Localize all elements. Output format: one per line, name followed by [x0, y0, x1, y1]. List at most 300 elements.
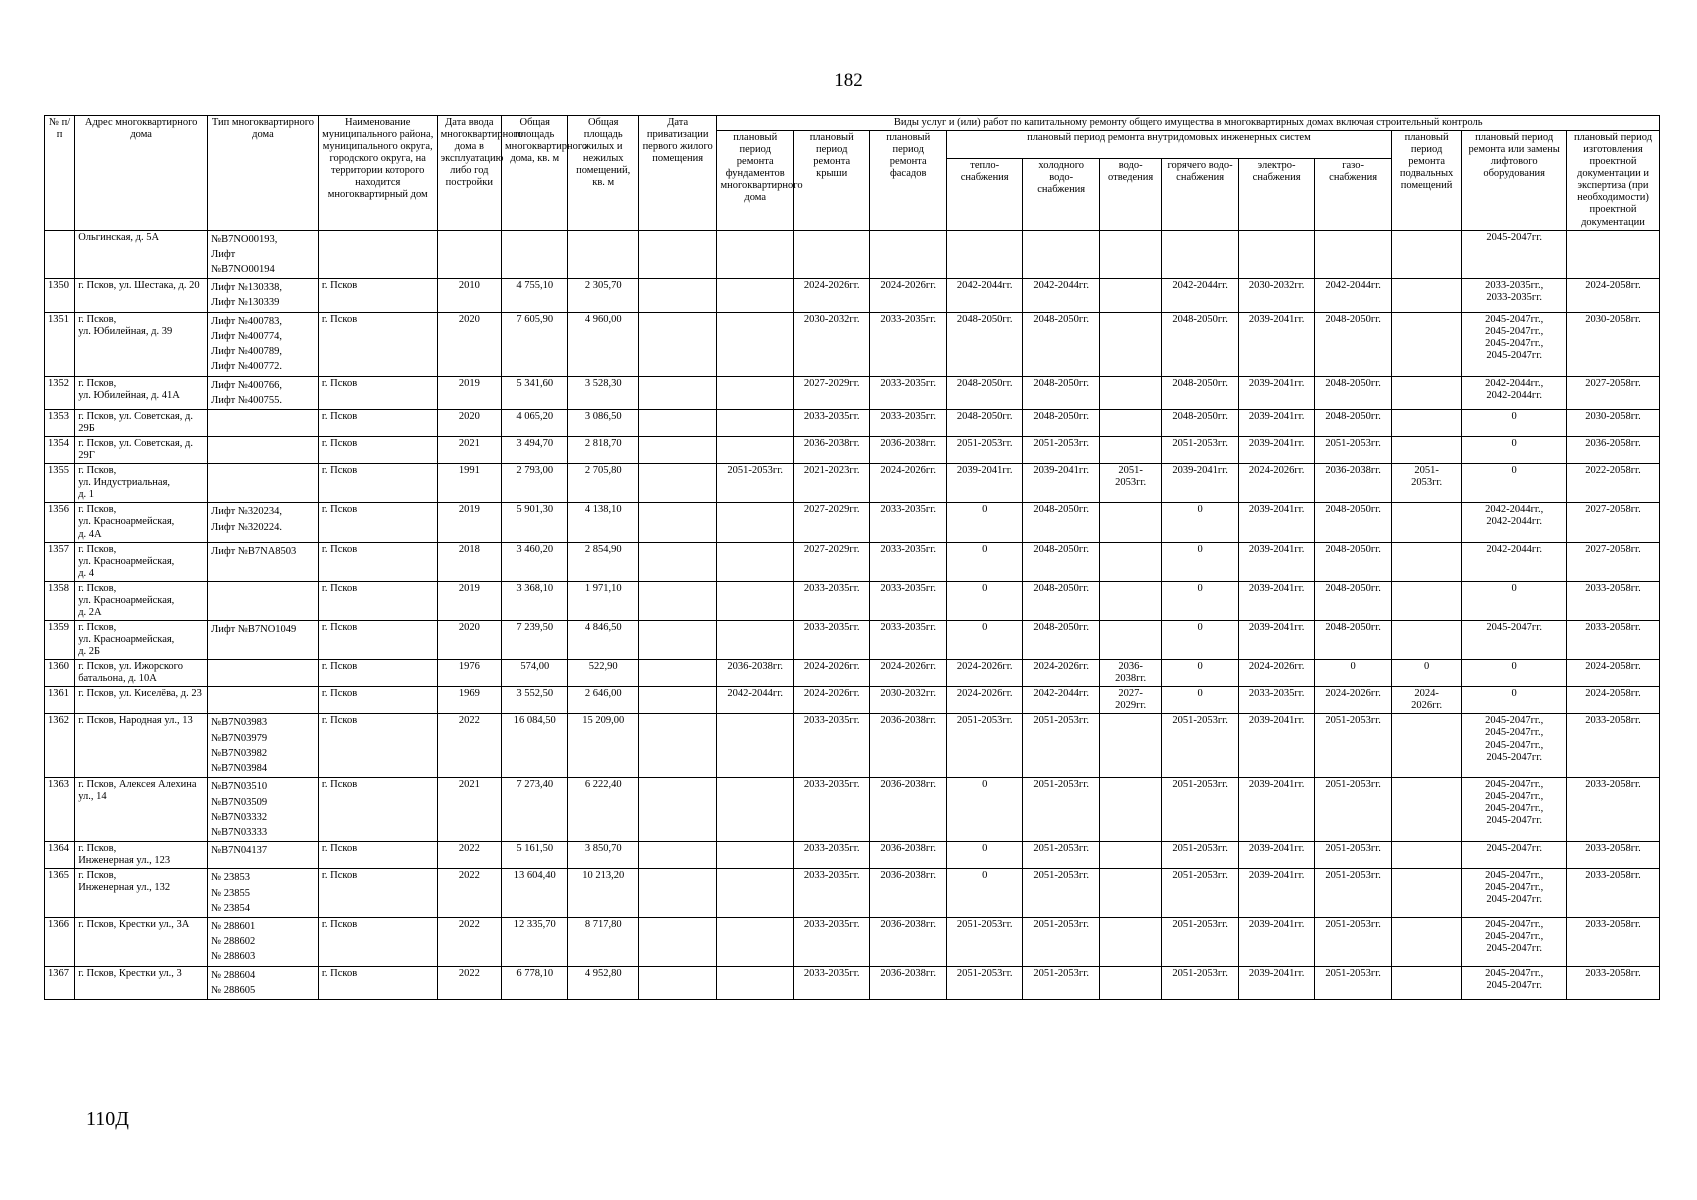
cell-living-area: 4 846,50 — [568, 620, 638, 659]
table-row — [45, 660, 1660, 687]
cell-electric — [1238, 230, 1315, 279]
cell-living-area: 522,90 — [568, 660, 638, 687]
cell-house-type: №B7N03983 №B7N03979 №B7N03982 №B7N03984 — [208, 714, 319, 778]
cell-address: г. Псков, Алексея Алехина ул., 14 — [75, 778, 208, 842]
cell-address: г. Псков, ул. Ижорского батальона, д. 10А — [75, 660, 208, 687]
cell-heat: 0 — [946, 542, 1023, 581]
cell-num: 1351 — [45, 312, 75, 376]
cell-heat: 2039-2041гг. — [946, 464, 1023, 503]
cell-cold-water: 2048-2050гг. — [1023, 376, 1100, 409]
cell-hot-water: 2051-2053гг. — [1162, 714, 1239, 778]
cell-house-type: Лифт №400783, Лифт №400774, Лифт №400789, Лифт №400772. — [208, 312, 319, 376]
cell-house-type: № 288604 № 288605 — [208, 966, 319, 999]
cell-gas: 2048-2050гг. — [1315, 581, 1392, 620]
cell-heat: 2051-2053гг. — [946, 714, 1023, 778]
cell-gas: 2051-2053гг. — [1315, 842, 1392, 869]
cell-year: 1969 — [437, 687, 501, 714]
table-body — [45, 230, 1660, 999]
cell-gas: 2048-2050гг. — [1315, 542, 1392, 581]
cell-house-type: № 23853 № 23855 № 23854 — [208, 869, 319, 918]
cell-elevator: 0 — [1462, 581, 1567, 620]
cell-municipality: г. Псков — [318, 542, 437, 581]
cell-total-area: 5 161,50 — [502, 842, 568, 869]
cell-hot-water: 0 — [1162, 542, 1239, 581]
cell-municipality: г. Псков — [318, 620, 437, 659]
cell-year: 2019 — [437, 581, 501, 620]
cell-design-docs: 2024-2058гг. — [1567, 660, 1660, 687]
header-foundation: плановый период ремонта фундаментов многоквартирного дома — [717, 131, 794, 231]
cell-foundation: 2051-2053гг. — [717, 464, 794, 503]
cell-privatization — [638, 409, 717, 436]
header-address: Адрес многоквартирного дома — [75, 116, 208, 231]
cell-basement — [1391, 279, 1461, 312]
cell-house-type: Лифт №B7NA8503 — [208, 542, 319, 581]
cell-num: 1360 — [45, 660, 75, 687]
cell-roof: 2021-2023гг. — [793, 464, 870, 503]
cell-address: г. Псков, ул. Красноармейская, д. 4 — [75, 542, 208, 581]
cell-address: г. Псков, ул. Советская, д. 29Г — [75, 437, 208, 464]
cell-drainage: 2036- 2038гг. — [1099, 660, 1161, 687]
cell-heat: 2048-2050гг. — [946, 312, 1023, 376]
cell-roof: 2033-2035гг. — [793, 714, 870, 778]
cell-basement — [1391, 312, 1461, 376]
header-type: Тип многоквартирного дома — [208, 116, 319, 231]
cell-electric: 2039-2041гг. — [1238, 542, 1315, 581]
cell-drainage — [1099, 542, 1161, 581]
cell-municipality: г. Псков — [318, 503, 437, 542]
capital-repair-table — [44, 115, 1660, 1000]
table-row — [45, 312, 1660, 376]
cell-facade: 2036-2038гг. — [870, 778, 947, 842]
table-row — [45, 778, 1660, 842]
cell-facade: 2024-2026гг. — [870, 464, 947, 503]
cell-year: 2021 — [437, 778, 501, 842]
cell-house-type: №B7N04137 — [208, 842, 319, 869]
cell-num: 1362 — [45, 714, 75, 778]
cell-municipality: г. Псков — [318, 778, 437, 842]
cell-address: г. Псков, ул. Киселёва, д. 23 — [75, 687, 208, 714]
cell-facade: 2024-2026гг. — [870, 279, 947, 312]
header-row-1 — [45, 116, 1660, 131]
cell-year: 2022 — [437, 917, 501, 966]
cell-facade: 2024-2026гг. — [870, 660, 947, 687]
header-heat: тепло-снабжения — [946, 158, 1023, 230]
cell-basement — [1391, 714, 1461, 778]
cell-facade — [870, 230, 947, 279]
cell-basement — [1391, 869, 1461, 918]
cell-municipality — [318, 230, 437, 279]
cell-hot-water: 2048-2050гг. — [1162, 409, 1239, 436]
cell-address: Ольгинская, д. 5А — [75, 230, 208, 279]
cell-foundation — [717, 778, 794, 842]
cell-basement — [1391, 778, 1461, 842]
cell-heat: 0 — [946, 620, 1023, 659]
cell-privatization — [638, 542, 717, 581]
cell-gas: 2048-2050гг. — [1315, 503, 1392, 542]
header-privatization: Дата приватизации первого жилого помещения — [638, 116, 717, 231]
cell-elevator: 2042-2044гг., 2042-2044гг. — [1462, 376, 1567, 409]
cell-address: г. Псков, ул. Шестака, д. 20 — [75, 279, 208, 312]
cell-heat: 2042-2044гг. — [946, 279, 1023, 312]
cell-year: 2022 — [437, 869, 501, 918]
cell-foundation — [717, 409, 794, 436]
cell-privatization — [638, 842, 717, 869]
cell-elevator: 2042-2044гг., 2042-2044гг. — [1462, 503, 1567, 542]
cell-living-area: 1 971,10 — [568, 581, 638, 620]
cell-heat: 2051-2053гг. — [946, 917, 1023, 966]
cell-privatization — [638, 503, 717, 542]
cell-drainage — [1099, 437, 1161, 464]
cell-gas: 2051-2053гг. — [1315, 917, 1392, 966]
header-electric: электро-снабжения — [1238, 158, 1315, 230]
cell-cold-water: 2039-2041гг. — [1023, 464, 1100, 503]
cell-facade: 2033-2035гг. — [870, 376, 947, 409]
cell-foundation: 2042-2044гг. — [717, 687, 794, 714]
cell-drainage — [1099, 279, 1161, 312]
cell-num: 1354 — [45, 437, 75, 464]
cell-address: г. Псков, Инженерная ул., 132 — [75, 869, 208, 918]
header-elevator: плановый период ремонта или замены лифтового оборудования — [1462, 131, 1567, 231]
cell-gas: 2051-2053гг. — [1315, 778, 1392, 842]
cell-cold-water: 2051-2053гг. — [1023, 869, 1100, 918]
cell-privatization — [638, 437, 717, 464]
cell-hot-water: 2051-2053гг. — [1162, 917, 1239, 966]
cell-living-area: 2 646,00 — [568, 687, 638, 714]
cell-cold-water — [1023, 230, 1100, 279]
cell-privatization — [638, 778, 717, 842]
cell-hot-water: 0 — [1162, 581, 1239, 620]
cell-cold-water: 2051-2053гг. — [1023, 778, 1100, 842]
cell-heat: 0 — [946, 581, 1023, 620]
cell-num: 1350 — [45, 279, 75, 312]
cell-elevator: 2045-2047гг., 2045-2047гг., 2045-2047гг. — [1462, 869, 1567, 918]
cell-cold-water: 2042-2044гг. — [1023, 279, 1100, 312]
table-row — [45, 503, 1660, 542]
cell-gas: 2042-2044гг. — [1315, 279, 1392, 312]
cell-cold-water: 2024-2026гг. — [1023, 660, 1100, 687]
cell-roof: 2027-2029гг. — [793, 376, 870, 409]
cell-foundation — [717, 542, 794, 581]
header-facade: плановый период ремонта фасадов — [870, 131, 947, 231]
cell-address: г. Псков, ул. Советская, д. 29Б — [75, 409, 208, 436]
cell-foundation — [717, 620, 794, 659]
cell-num: 1357 — [45, 542, 75, 581]
table-row — [45, 437, 1660, 464]
cell-electric: 2039-2041гг. — [1238, 778, 1315, 842]
cell-privatization — [638, 869, 717, 918]
header-cold-water: холодного водо-снабжения — [1023, 158, 1100, 230]
cell-drainage — [1099, 581, 1161, 620]
cell-gas: 2051-2053гг. — [1315, 714, 1392, 778]
cell-drainage — [1099, 230, 1161, 279]
cell-heat — [946, 230, 1023, 279]
header-total-area: Общая площадь многоквартирного дома, кв. м — [502, 116, 568, 231]
cell-electric: 2039-2041гг. — [1238, 869, 1315, 918]
cell-gas: 2051-2053гг. — [1315, 966, 1392, 999]
cell-basement: 0 — [1391, 660, 1461, 687]
cell-living-area: 6 222,40 — [568, 778, 638, 842]
cell-facade: 2036-2038гг. — [870, 842, 947, 869]
cell-roof: 2030-2032гг. — [793, 312, 870, 376]
cell-design-docs: 2027-2058гг. — [1567, 542, 1660, 581]
cell-cold-water: 2048-2050гг. — [1023, 542, 1100, 581]
cell-cold-water: 2051-2053гг. — [1023, 966, 1100, 999]
cell-total-area: 5 341,60 — [502, 376, 568, 409]
cell-roof: 2033-2035гг. — [793, 581, 870, 620]
cell-cold-water: 2051-2053гг. — [1023, 842, 1100, 869]
cell-num: 1359 — [45, 620, 75, 659]
table-row — [45, 687, 1660, 714]
cell-municipality: г. Псков — [318, 687, 437, 714]
cell-cold-water: 2048-2050гг. — [1023, 503, 1100, 542]
cell-basement — [1391, 581, 1461, 620]
cell-foundation — [717, 312, 794, 376]
cell-num: 1355 — [45, 464, 75, 503]
cell-electric: 2039-2041гг. — [1238, 409, 1315, 436]
cell-cold-water: 2051-2053гг. — [1023, 437, 1100, 464]
cell-house-type: Лифт №400766, Лифт №400755. — [208, 376, 319, 409]
cell-heat: 0 — [946, 842, 1023, 869]
cell-hot-water: 2048-2050гг. — [1162, 376, 1239, 409]
cell-design-docs: 2024-2058гг. — [1567, 687, 1660, 714]
cell-hot-water: 2051-2053гг. — [1162, 437, 1239, 464]
header-num: № п/п — [45, 116, 75, 231]
cell-heat: 2024-2026гг. — [946, 687, 1023, 714]
cell-foundation — [717, 230, 794, 279]
header-commissioning: Дата ввода многоквартирного дома в эксплуатацию либо год постройки — [437, 116, 501, 231]
table-row — [45, 714, 1660, 778]
cell-hot-water: 2051-2053гг. — [1162, 778, 1239, 842]
cell-privatization — [638, 660, 717, 687]
page-number: 182 — [834, 70, 863, 91]
cell-living-area: 4 952,80 — [568, 966, 638, 999]
cell-heat: 0 — [946, 503, 1023, 542]
cell-living-area: 2 854,90 — [568, 542, 638, 581]
table-row — [45, 279, 1660, 312]
cell-hot-water: 2042-2044гг. — [1162, 279, 1239, 312]
cell-house-type — [208, 437, 319, 464]
cell-design-docs — [1567, 230, 1660, 279]
cell-elevator: 0 — [1462, 464, 1567, 503]
cell-electric: 2024-2026гг. — [1238, 660, 1315, 687]
header-drainage: водо-отведения — [1099, 158, 1161, 230]
table-row — [45, 464, 1660, 503]
cell-roof: 2033-2035гг. — [793, 778, 870, 842]
cell-design-docs: 2024-2058гг. — [1567, 279, 1660, 312]
cell-living-area: 3 086,50 — [568, 409, 638, 436]
cell-living-area: 10 213,20 — [568, 869, 638, 918]
cell-electric: 2039-2041гг. — [1238, 581, 1315, 620]
cell-year: 2021 — [437, 437, 501, 464]
cell-drainage: 2027- 2029гг. — [1099, 687, 1161, 714]
cell-foundation — [717, 581, 794, 620]
cell-basement — [1391, 917, 1461, 966]
cell-municipality: г. Псков — [318, 966, 437, 999]
cell-basement: 2024- 2026гг. — [1391, 687, 1461, 714]
cell-elevator: 2045-2047гг., 2045-2047гг., 2045-2047гг., 2045-2047гг. — [1462, 714, 1567, 778]
cell-electric: 2039-2041гг. — [1238, 312, 1315, 376]
table-row — [45, 581, 1660, 620]
cell-design-docs: 2033-2058гг. — [1567, 620, 1660, 659]
cell-basement: 2051- 2053гг. — [1391, 464, 1461, 503]
cell-electric: 2030-2032гг. — [1238, 279, 1315, 312]
cell-municipality: г. Псков — [318, 279, 437, 312]
header-systems-group: плановый период ремонта внутридомовых инженерных систем — [946, 131, 1391, 159]
header-roof: плановый период ремонта крыши — [793, 131, 870, 231]
table-row — [45, 966, 1660, 999]
cell-design-docs: 2033-2058гг. — [1567, 581, 1660, 620]
cell-basement — [1391, 409, 1461, 436]
cell-design-docs: 2022-2058гг. — [1567, 464, 1660, 503]
cell-address: г. Псков, Крестки ул., 3 — [75, 966, 208, 999]
cell-design-docs: 2030-2058гг. — [1567, 409, 1660, 436]
cell-facade: 2036-2038гг. — [870, 437, 947, 464]
cell-house-type: №B7N03510 №B7N03509 №B7N03332 №B7N03333 — [208, 778, 319, 842]
cell-roof: 2024-2026гг. — [793, 687, 870, 714]
cell-basement — [1391, 542, 1461, 581]
cell-total-area: 6 778,10 — [502, 966, 568, 999]
cell-year: 2020 — [437, 620, 501, 659]
cell-num: 1356 — [45, 503, 75, 542]
cell-address: г. Псков, ул. Юбилейная, д. 41А — [75, 376, 208, 409]
cell-basement — [1391, 503, 1461, 542]
cell-house-type: Лифт №B7NO1049 — [208, 620, 319, 659]
cell-privatization — [638, 279, 717, 312]
cell-facade: 2030-2032гг. — [870, 687, 947, 714]
cell-drainage — [1099, 376, 1161, 409]
cell-roof: 2024-2026гг. — [793, 660, 870, 687]
cell-house-type — [208, 409, 319, 436]
cell-basement — [1391, 620, 1461, 659]
cell-address: г. Псков, Инженерная ул., 123 — [75, 842, 208, 869]
cell-privatization — [638, 917, 717, 966]
cell-cold-water: 2042-2044гг. — [1023, 687, 1100, 714]
cell-gas: 0 — [1315, 660, 1392, 687]
cell-roof: 2033-2035гг. — [793, 869, 870, 918]
cell-cold-water: 2051-2053гг. — [1023, 714, 1100, 778]
cell-heat: 2051-2053гг. — [946, 437, 1023, 464]
cell-design-docs: 2033-2058гг. — [1567, 966, 1660, 999]
cell-year: 1976 — [437, 660, 501, 687]
cell-total-area: 7 239,50 — [502, 620, 568, 659]
cell-drainage — [1099, 842, 1161, 869]
cell-facade: 2033-2035гг. — [870, 581, 947, 620]
cell-gas: 2024-2026гг. — [1315, 687, 1392, 714]
cell-elevator: 0 — [1462, 409, 1567, 436]
cell-num: 1364 — [45, 842, 75, 869]
cell-foundation — [717, 842, 794, 869]
cell-house-type: №B7NO00193, Лифт №B7NO00194 — [208, 230, 319, 279]
cell-house-type — [208, 581, 319, 620]
cell-facade: 2033-2035гг. — [870, 409, 947, 436]
cell-privatization — [638, 464, 717, 503]
cell-num: 1361 — [45, 687, 75, 714]
table-row — [45, 376, 1660, 409]
cell-living-area: 3 850,70 — [568, 842, 638, 869]
cell-house-type — [208, 660, 319, 687]
cell-roof — [793, 230, 870, 279]
cell-facade: 2036-2038гг. — [870, 714, 947, 778]
cell-roof: 2033-2035гг. — [793, 620, 870, 659]
cell-total-area: 4 755,10 — [502, 279, 568, 312]
cell-foundation — [717, 437, 794, 464]
cell-municipality: г. Псков — [318, 581, 437, 620]
cell-year: 2018 — [437, 542, 501, 581]
cell-basement — [1391, 376, 1461, 409]
cell-municipality: г. Псков — [318, 376, 437, 409]
cell-drainage — [1099, 312, 1161, 376]
cell-electric: 2039-2041гг. — [1238, 503, 1315, 542]
cell-heat: 2048-2050гг. — [946, 376, 1023, 409]
cell-num: 1365 — [45, 869, 75, 918]
cell-electric: 2039-2041гг. — [1238, 842, 1315, 869]
cell-living-area: 8 717,80 — [568, 917, 638, 966]
cell-privatization — [638, 714, 717, 778]
cell-electric: 2039-2041гг. — [1238, 620, 1315, 659]
cell-drainage: 2051- 2053гг. — [1099, 464, 1161, 503]
cell-elevator: 0 — [1462, 437, 1567, 464]
cell-gas: 2048-2050гг. — [1315, 376, 1392, 409]
cell-facade: 2036-2038гг. — [870, 917, 947, 966]
cell-drainage — [1099, 714, 1161, 778]
cell-gas: 2048-2050гг. — [1315, 409, 1392, 436]
cell-design-docs: 2030-2058гг. — [1567, 312, 1660, 376]
cell-address: г. Псков, ул. Красноармейская, д. 2Б — [75, 620, 208, 659]
cell-privatization — [638, 620, 717, 659]
cell-hot-water: 0 — [1162, 687, 1239, 714]
cell-gas: 2048-2050гг. — [1315, 312, 1392, 376]
table-row — [45, 230, 1660, 279]
cell-electric: 2024-2026гг. — [1238, 464, 1315, 503]
cell-total-area: 12 335,70 — [502, 917, 568, 966]
cell-year: 2022 — [437, 714, 501, 778]
cell-electric: 2039-2041гг. — [1238, 966, 1315, 999]
cell-design-docs: 2033-2058гг. — [1567, 778, 1660, 842]
cell-heat: 2024-2026гг. — [946, 660, 1023, 687]
cell-municipality: г. Псков — [318, 464, 437, 503]
cell-year: 2022 — [437, 966, 501, 999]
cell-hot-water — [1162, 230, 1239, 279]
cell-gas — [1315, 230, 1392, 279]
cell-elevator: 2045-2047гг., 2045-2047гг., 2045-2047гг., 2045-2047гг. — [1462, 312, 1567, 376]
table-row — [45, 869, 1660, 918]
cell-address: г. Псков, Народная ул., 13 — [75, 714, 208, 778]
cell-house-type: Лифт №130338, Лифт №130339 — [208, 279, 319, 312]
cell-year: 2020 — [437, 409, 501, 436]
cell-foundation — [717, 714, 794, 778]
cell-total-area: 13 604,40 — [502, 869, 568, 918]
cell-foundation — [717, 503, 794, 542]
cell-gas: 2051-2053гг. — [1315, 869, 1392, 918]
cell-municipality: г. Псков — [318, 312, 437, 376]
cell-year: 1991 — [437, 464, 501, 503]
cell-year: 2019 — [437, 376, 501, 409]
cell-num: 1352 — [45, 376, 75, 409]
cell-cold-water: 2048-2050гг. — [1023, 312, 1100, 376]
cell-cold-water: 2048-2050гг. — [1023, 581, 1100, 620]
cell-address: г. Псков, ул. Красноармейская, д. 2А — [75, 581, 208, 620]
header-gas: газо-снабжения — [1315, 158, 1392, 230]
cell-house-type — [208, 464, 319, 503]
cell-total-area — [502, 230, 568, 279]
cell-elevator: 0 — [1462, 687, 1567, 714]
cell-heat: 2048-2050гг. — [946, 409, 1023, 436]
cell-total-area: 5 901,30 — [502, 503, 568, 542]
cell-total-area: 7 605,90 — [502, 312, 568, 376]
cell-elevator: 2045-2047гг. — [1462, 230, 1567, 279]
cell-gas: 2036-2038гг. — [1315, 464, 1392, 503]
cell-total-area: 16 084,50 — [502, 714, 568, 778]
